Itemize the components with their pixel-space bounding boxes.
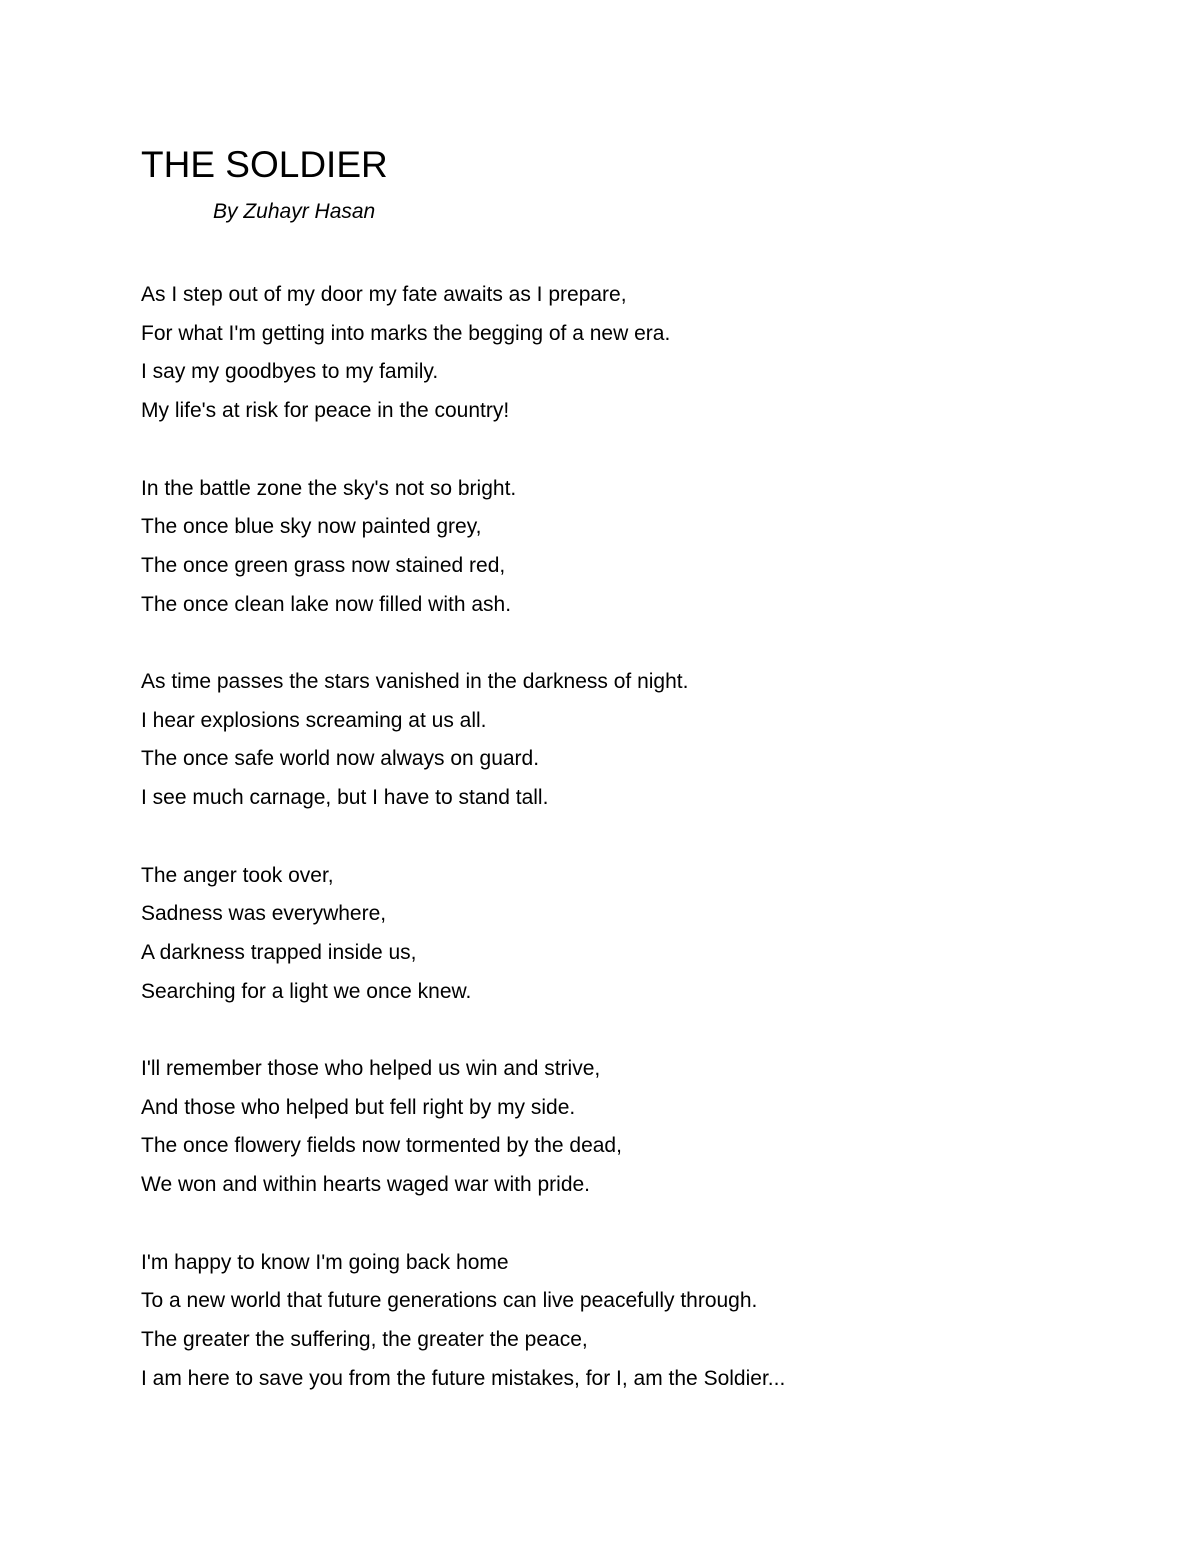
poem-line: I say my goodbyes to my family. [141,360,439,384]
stanza [141,470,1141,625]
poem-line: I see much carnage, but I have to stand tall. [141,786,549,810]
poem-line: The anger took over, [141,863,334,887]
stanza [141,1050,1141,1205]
poem-line: Searching for a light we once knew. [141,979,472,1003]
poem-line: The once flowery fields now tormented by the dead, [141,1134,622,1158]
poem-line: For what I'm getting into marks the begging of a new era. [141,321,671,345]
stanza [141,857,1141,1012]
poem-line: My life's at risk for peace in the country! [141,399,510,423]
poem-line: I'm happy to know I'm going back home [141,1250,509,1274]
stanza [141,276,1141,431]
poem-line: As I step out of my door my fate awaits as I prepare, [141,283,627,306]
poem-line: As time passes the stars vanished in the darkness of night. [141,670,689,693]
poem-title: THE SOLDIER [141,144,388,185]
poem-line: We won and within hearts waged war with pride. [141,1173,591,1197]
poem-line: The once safe world now always on guard. [141,747,540,771]
poem-line: I am here to save you from the future mistakes, for I, am the Soldier... [141,1366,786,1390]
poem-body [141,276,1141,1437]
poem-line: In the battle zone the sky's not so bright. [141,476,517,500]
poem-line: To a new world that future generations can live peacefully through. [141,1289,758,1313]
poem-line: The once green grass now stained red, [141,553,506,577]
stanza [141,663,1141,818]
poem-line: I hear explosions screaming at us all. [141,708,487,732]
stanza [141,1244,1141,1399]
poem-line: I'll remember those who helped us win and strive, [141,1057,601,1080]
poem-line: The greater the suffering, the greater the peace, [141,1327,588,1351]
poem-line: A darkness trapped inside us, [141,940,417,964]
poem-line: The once blue sky now painted grey, [141,515,482,539]
poem-author: By Zuhayr Hasan [213,200,376,223]
poem-line: The once clean lake now filled with ash. [141,592,512,616]
poem-line: Sadness was everywhere, [141,902,387,926]
poem-line: And those who helped but fell right by my side. [141,1095,576,1119]
